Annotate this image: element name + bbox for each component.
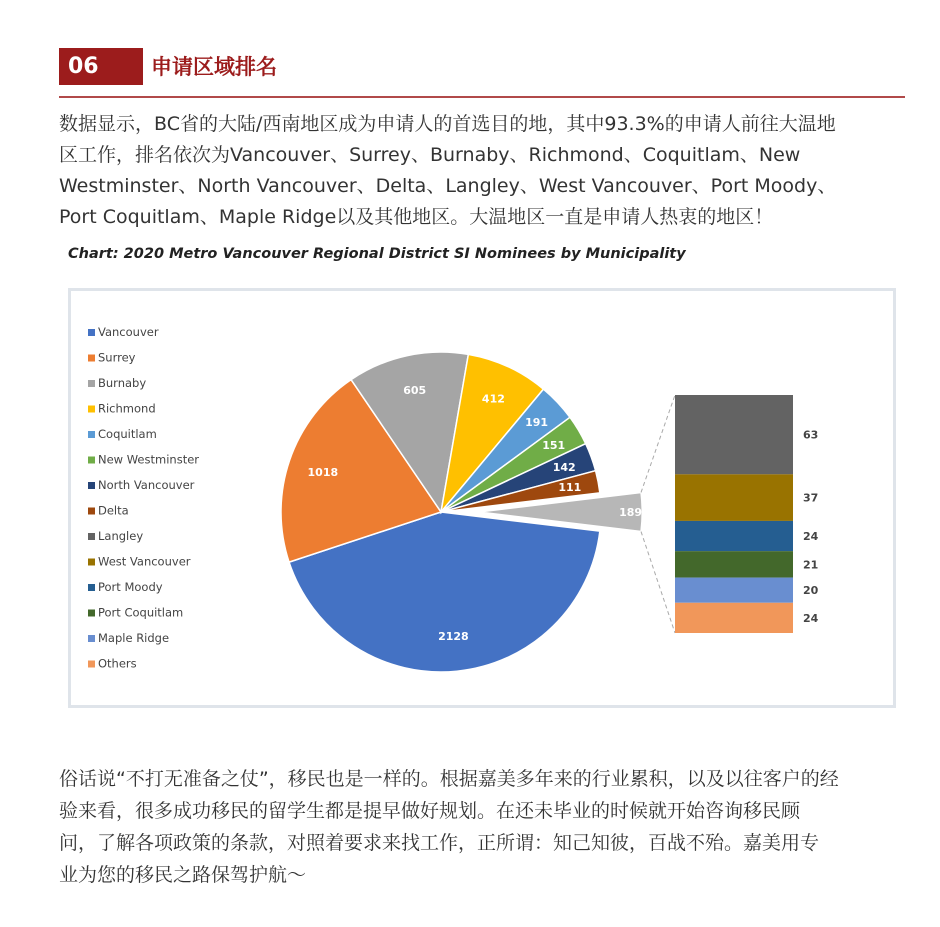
- section-title: 申请区域排名: [151, 55, 277, 79]
- bar-label-maple-ridge: 20: [803, 584, 819, 598]
- legend-label-new-westminster: New Westminster: [98, 452, 200, 467]
- legend-label-north-vancouver: North Vancouver: [98, 478, 195, 492]
- legend-swatch-coquitlam: [88, 431, 95, 438]
- chart-title: Chart: 2020 Metro Vancouver Regional District SI Nominees by Municipality: [68, 246, 686, 262]
- closing-line: 问，了解各项政策的条款，对照着要求来找工作，正所谓：知己知彼，百战不殆。嘉美用专: [59, 832, 820, 854]
- legend-label-richmond: Richmond: [98, 401, 156, 416]
- bar-label-port-coquitlam: 21: [803, 558, 819, 572]
- data-label-new-westminster: 151: [542, 438, 566, 452]
- bar-label-port-moody: 24: [803, 530, 819, 544]
- data-label-richmond: 412: [481, 392, 505, 406]
- intro-line: Westminster、North Vancouver、Delta、Langley、West Vancouver、Port Moody、: [59, 175, 837, 197]
- bar-label-langley: 63: [803, 428, 819, 442]
- data-label-burnaby: 605: [403, 384, 427, 398]
- intro-line: 区工作，排名依次为Vancouver、Surrey、Burnaby、Richmond、Coquitlam、New: [59, 144, 801, 166]
- bar-label-others: 24: [803, 611, 819, 625]
- legend-label-others: Others: [98, 656, 137, 671]
- bar-segment-port-moody: [675, 521, 793, 551]
- legend-swatch-port-moody: [88, 584, 95, 591]
- closing-paragraph: [59, 763, 909, 891]
- legend-label-maple-ridge: Maple Ridge: [98, 631, 170, 645]
- legend-label-surrey: Surrey: [98, 350, 136, 365]
- bar-segment-others: [675, 603, 793, 633]
- bar-segment-west-vancouver: [675, 474, 793, 521]
- legend-label-langley: Langley: [98, 529, 144, 543]
- legend-swatch-vancouver: [88, 329, 95, 336]
- connector-line-top: [641, 395, 675, 492]
- legend-swatch-surrey: [88, 355, 95, 362]
- legend-label-port-moody: Port Moody: [98, 580, 163, 594]
- legend-swatch-delta: [88, 508, 95, 515]
- legend-swatch-richmond: [88, 406, 95, 413]
- legend-swatch-others: [88, 661, 95, 668]
- bar-segment-maple-ridge: [675, 578, 793, 603]
- closing-line: 业为您的移民之路保驾护航～: [59, 864, 307, 886]
- legend-label-burnaby: Burnaby: [98, 376, 147, 390]
- legend-label-vancouver: Vancouver: [98, 325, 159, 339]
- bar-segment-langley: [675, 395, 793, 474]
- legend-label-west-vancouver: West Vancouver: [98, 554, 191, 569]
- bar-label-west-vancouver: 37: [803, 491, 819, 505]
- legend-label-delta: Delta: [98, 503, 129, 518]
- intro-line: 数据显示，BC省的大陆/西南地区成为申请人的首选目的地，其中93.3%的申请人前往大温地: [59, 113, 836, 135]
- connector-line-bottom: [641, 532, 675, 633]
- pie-chart: [281, 352, 642, 672]
- data-label-vancouver: 2128: [438, 630, 469, 644]
- legend-swatch-new-westminster: [88, 457, 95, 464]
- data-label-coquitlam: 191: [525, 416, 549, 430]
- intro-line: Port Coquitlam、Maple Ridge以及其他地区。大温地区一直是申请人热衷的地区！: [59, 206, 774, 228]
- legend-swatch-burnaby: [88, 380, 95, 387]
- closing-line: 俗话说“不打无准备之仗”，移民也是一样的。根据嘉美多年来的行业累积，以及以往客户的经: [59, 768, 839, 790]
- data-label-north-vancouver: 142: [552, 460, 576, 474]
- closing-line: 验来看，很多成功移民的留学生都是提早做好规划。在还未毕业的时候就开始咨询移民顾: [59, 800, 801, 822]
- bar-segment-port-coquitlam: [675, 551, 793, 577]
- section-number-badge: 06: [59, 48, 143, 85]
- data-label-delta: 111: [558, 481, 582, 495]
- legend-label-coquitlam: Coquitlam: [98, 427, 157, 441]
- legend-swatch-north-vancouver: [88, 482, 95, 489]
- data-label-surrey: 1018: [307, 465, 339, 479]
- legend-swatch-west-vancouver: [88, 559, 95, 566]
- breakdown-bar: [641, 395, 819, 633]
- legend-swatch-maple-ridge: [88, 635, 95, 642]
- legend-swatch-langley: [88, 533, 95, 540]
- chart-legend: [88, 325, 199, 671]
- data-label-exploded: 189: [619, 506, 643, 519]
- legend-swatch-port-coquitlam: [88, 610, 95, 617]
- legend-label-port-coquitlam: Port Coquitlam: [98, 605, 184, 620]
